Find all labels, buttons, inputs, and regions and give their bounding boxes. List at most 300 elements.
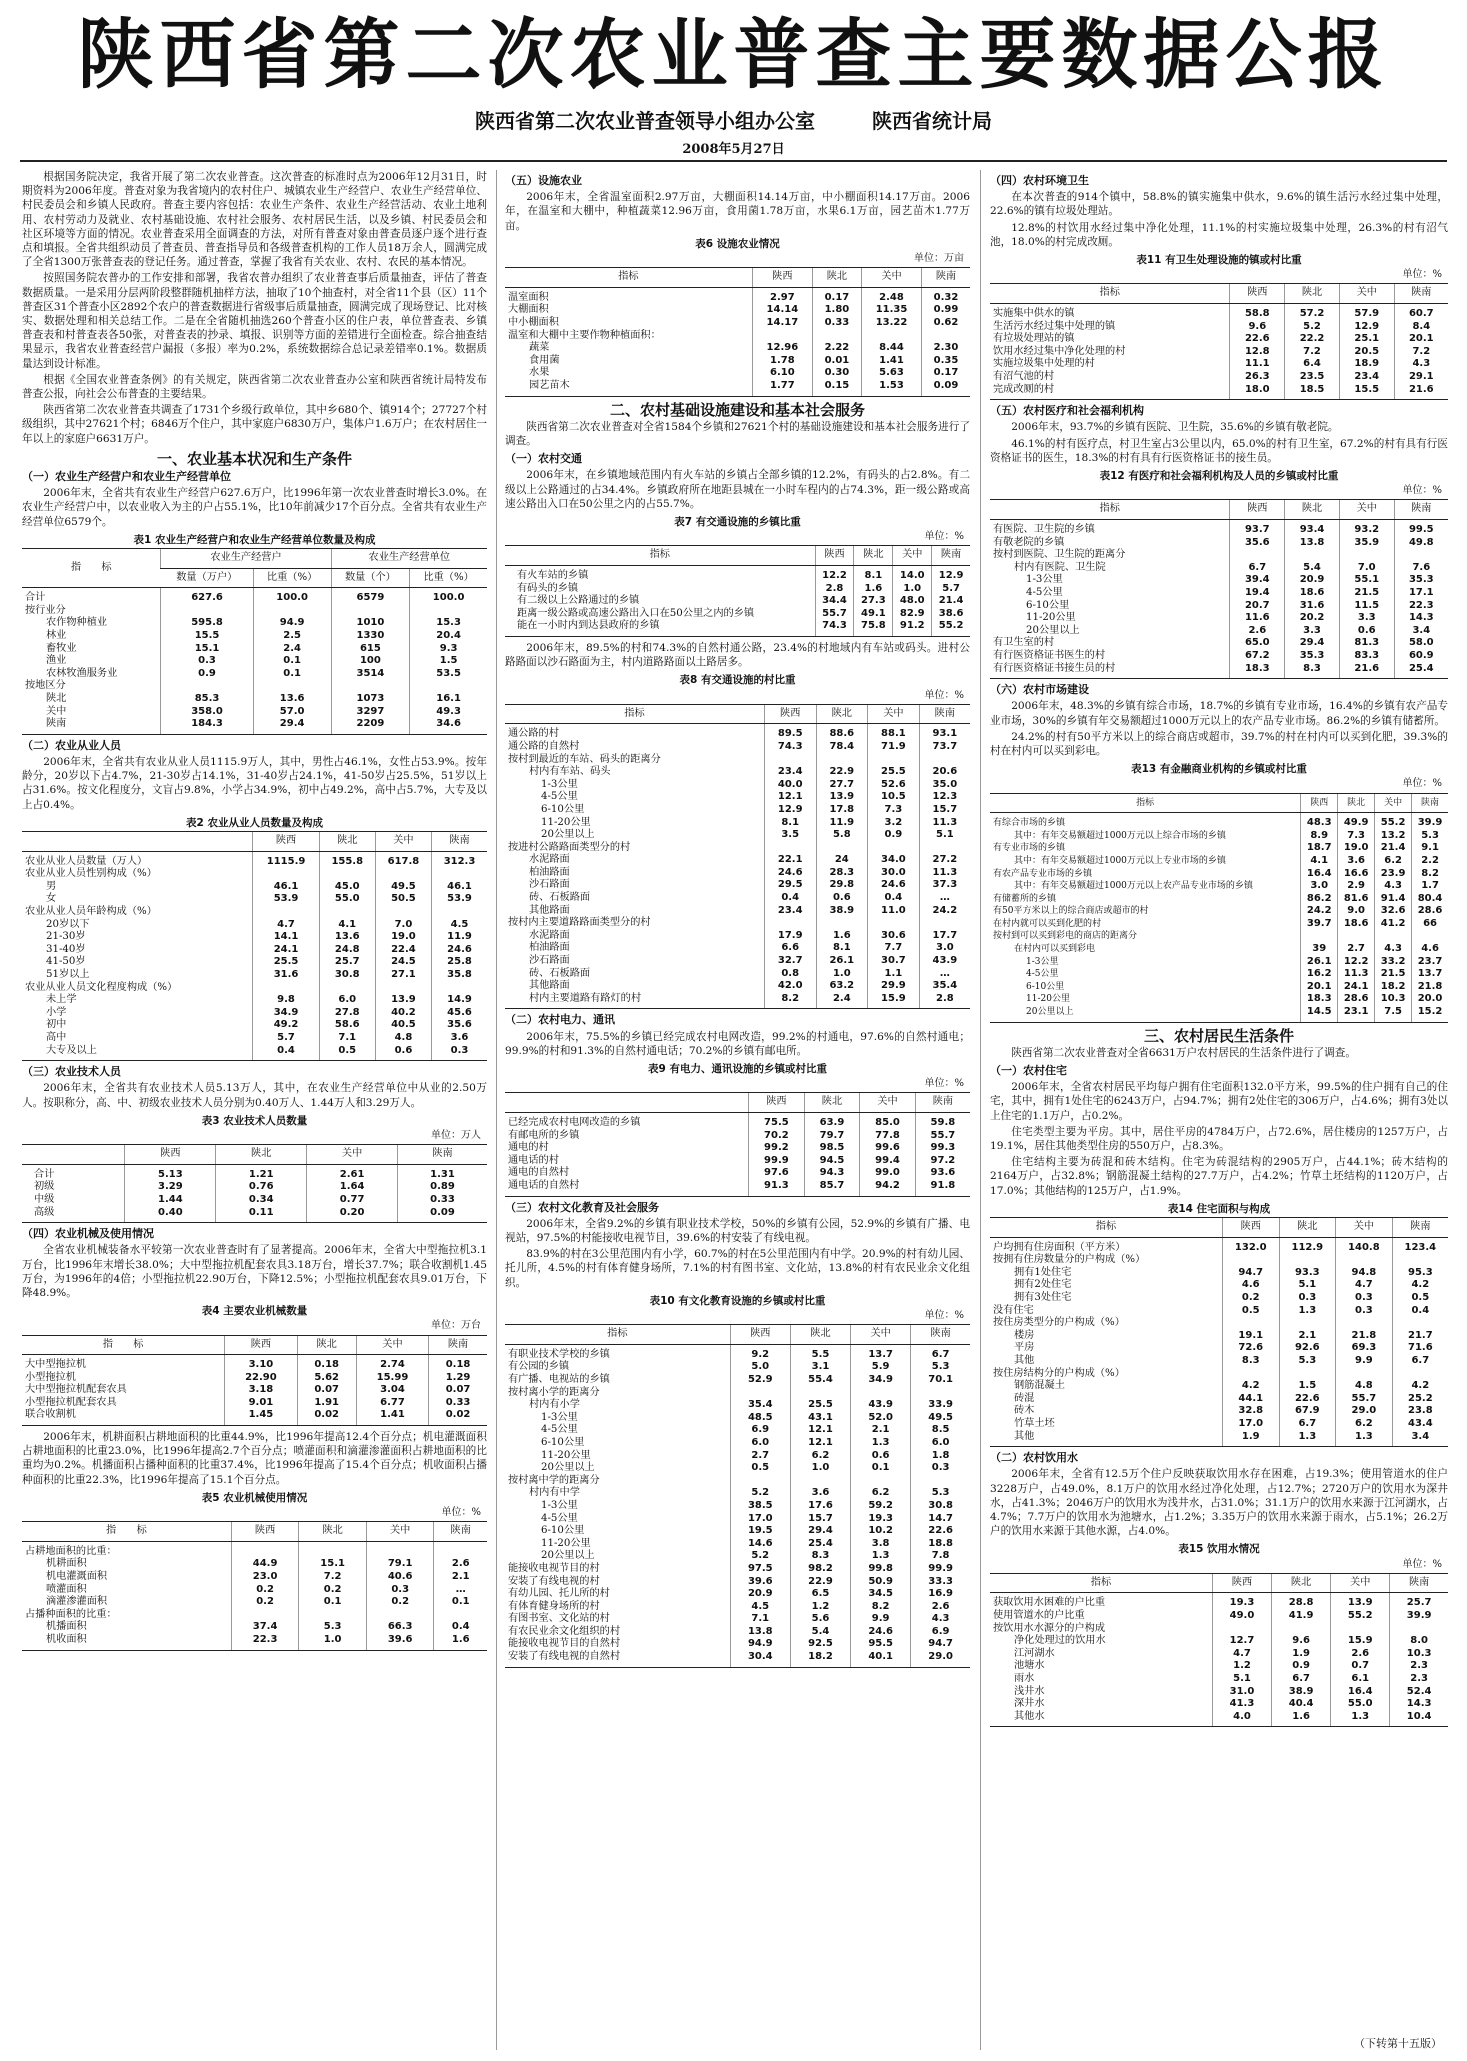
table-cell: 52.4	[1390, 1686, 1448, 1699]
table-row	[505, 1167, 970, 1180]
table-header: 关中	[851, 1325, 911, 1345]
table-cell: 30.6	[868, 930, 920, 943]
row-label: 机播面积	[46, 1621, 87, 1633]
row-label: 1-3公里	[541, 778, 578, 790]
row-label: 生活污水经过集中处理的镇	[993, 320, 1116, 332]
row-label: 联合收割机	[22, 1409, 225, 1425]
table-row	[505, 1500, 970, 1513]
table-row	[990, 1698, 1448, 1711]
table-cell: 35.6	[1230, 537, 1285, 550]
table-cell: 39.7	[1301, 918, 1338, 931]
table-row	[505, 317, 970, 330]
paragraph: 2006年末，75.5%的乡镇已经完成农村电网改造，99.2%的村通电，97.6%的自然村通电；99.9%的村和91.3%的自然村通电话；70.2%的乡镇有邮电所。	[505, 1030, 970, 1057]
table-cell: 52.0	[851, 1412, 911, 1425]
table-cell: 74.3	[764, 741, 816, 754]
row-label: 合计	[34, 1168, 55, 1180]
table-cell: 18.8	[911, 1538, 970, 1551]
table-cell: 15.3	[410, 617, 487, 630]
table-cell: 16.6	[1338, 868, 1375, 881]
page-title: 陕西省第二次农业普查主要数据公报	[77, 10, 1390, 99]
row-label: 通公路的自然村	[508, 740, 580, 752]
row-label: 有垃圾处理站的镇	[993, 333, 1075, 345]
table-header	[22, 832, 253, 852]
section-heading: 二、农村基础设施建设和基本社会服务	[609, 400, 865, 419]
table-cell: 21.5	[1375, 968, 1412, 981]
table-cell: 15.2	[1412, 1006, 1448, 1022]
table-cell: 70.2	[749, 1130, 805, 1143]
table-header: 陕西	[764, 704, 816, 724]
table-cell	[919, 754, 970, 767]
table-cell	[919, 842, 970, 855]
table-15	[990, 1573, 1448, 1728]
row-label: 其中：有年交易额超过1000万元以上综合市场的乡镇	[1014, 830, 1226, 841]
table-cell: 30.7	[868, 955, 920, 968]
subsection-heading: （二）农业从业人员	[22, 738, 121, 752]
row-label: 20公里以上	[990, 1006, 1301, 1022]
table-row	[22, 1558, 487, 1571]
table-cell: 0.9	[161, 668, 253, 681]
table-cell: 0.1	[434, 1596, 487, 1609]
table-cell: 29.4	[253, 718, 331, 734]
table-cell	[331, 605, 410, 618]
table-cell	[366, 1609, 434, 1622]
table-row	[990, 1279, 1448, 1292]
row-label: 6-10公里	[1026, 599, 1070, 611]
table-row	[990, 893, 1448, 906]
row-label: 合计	[25, 592, 46, 604]
table-unit: 单位：%	[924, 1078, 964, 1090]
table-cell: 1.1	[868, 968, 920, 981]
table-row	[990, 1418, 1448, 1431]
row-label: 温室面积	[508, 291, 549, 303]
publish-date: 2008年5月27日	[682, 142, 785, 157]
table-row	[505, 287, 970, 304]
table-cell: 99.0	[860, 1167, 916, 1180]
table-cell: 29.5	[764, 879, 816, 892]
table-cell: 16.9	[911, 1588, 970, 1601]
table-header: 关中	[307, 1145, 398, 1165]
table-2	[22, 831, 487, 1061]
table-row	[990, 1393, 1448, 1406]
row-label: 村内主要道路有路灯的村	[505, 993, 764, 1009]
table-cell: 25.2	[1392, 1393, 1448, 1406]
table-cell	[1375, 930, 1412, 943]
table-cell: 27.1	[375, 969, 431, 982]
table-cell: 49.3	[410, 706, 487, 719]
table-cell: 4.7	[1212, 1648, 1271, 1661]
paragraph: 陕西省第二次农业普查对全省6631万户农村居民的生活条件进行了调查。	[1011, 1046, 1356, 1059]
table-cell: 34.0	[868, 854, 920, 867]
table-cell: 91.4	[1375, 893, 1412, 906]
table-cell: 50.5	[375, 893, 431, 906]
row-label: 陕北	[46, 693, 67, 705]
table-cell: 9.9	[851, 1613, 911, 1626]
table-cell	[868, 842, 920, 855]
table-cell: 1.3	[1279, 1305, 1336, 1318]
row-label: 4-5公里	[541, 1424, 578, 1436]
table-row	[505, 993, 970, 1009]
table-cell: 1.0	[299, 1634, 367, 1650]
table-cell: 14.17	[752, 317, 812, 330]
paragraph: 住宅类型主要为平房。其中，居住平房的4784万户，占72.6%，居住楼房的1257万户，占19.1%，居住其他类型住房的550万户，占8.3%。	[990, 1125, 1448, 1153]
table-cell: 4.3	[1375, 943, 1412, 956]
table-row	[505, 1399, 970, 1412]
table-cell: 2.8	[919, 993, 970, 1009]
paragraph: 2006年末，在乡镇地域范围内有火车站的乡镇占全部乡镇的12.2%，有码头的占2.8%。有二级以上公路通过的占34.4%。乡镇政府所在地距县城在一小时车程内的占74.3%，距一级公路或高速公路出入口在50公里之内的占55.7%。	[505, 469, 970, 510]
table-row	[505, 980, 970, 993]
table-header: 陕北	[804, 1093, 860, 1113]
row-label: 11-20公里	[541, 1537, 591, 1549]
table-header	[505, 1093, 749, 1113]
table-cell: 6.9	[730, 1424, 790, 1437]
table-header: 关中	[1336, 1218, 1393, 1238]
table-unit: 单位：%	[1402, 778, 1442, 790]
row-label: 通电话的村	[508, 1154, 559, 1166]
table-cell: 0.1	[299, 1596, 367, 1609]
row-label: 按拥有住房数量分的户构成（%）	[993, 1254, 1146, 1266]
table-cell: 6.7	[911, 1344, 970, 1361]
table-cell: 0.1	[253, 668, 331, 681]
table-cell: 41.3	[1212, 1698, 1271, 1711]
table-11	[990, 283, 1448, 400]
table-cell: 0.6	[816, 892, 868, 905]
row-label: 女	[46, 893, 57, 905]
table-cell	[375, 868, 431, 881]
table-row	[990, 549, 1448, 562]
table-row	[505, 330, 970, 343]
table-header: 关中	[1339, 284, 1394, 304]
table-cell: 89.5	[764, 724, 816, 741]
table-cell: 8.2	[1412, 868, 1448, 881]
table-row	[505, 724, 970, 741]
table-12	[990, 499, 1448, 679]
table-cell: 39.6	[730, 1576, 790, 1589]
row-label: 有卫生室的村	[993, 637, 1055, 649]
row-label: 占播种面积的比重：	[25, 1608, 117, 1620]
table-7	[505, 545, 970, 637]
table-cell: 11.5	[1339, 600, 1394, 613]
table-header: 数量（万户）	[161, 568, 253, 588]
table-cell: 91.2	[893, 620, 932, 636]
table-cell: 55.1	[1339, 574, 1394, 587]
table-cell: 1.9	[1272, 1648, 1331, 1661]
table-cell: 25.5	[790, 1399, 850, 1412]
table-cell: 2.2	[1412, 855, 1448, 868]
table-row	[990, 625, 1448, 638]
table-header: 陕南	[932, 546, 970, 566]
table-header: 陕北	[1338, 793, 1375, 813]
row-label: 有综合市场的乡镇	[993, 818, 1066, 829]
table-cell: 19.3	[851, 1513, 911, 1526]
paragraph: 2006年末，93.7%的乡镇有医院、卫生院，35.6%的乡镇有敬老院。	[1011, 421, 1339, 434]
table-cell: 1.77	[752, 380, 812, 396]
row-label: 大中型拖拉机配套农具	[25, 1384, 127, 1396]
table-cell: 97.6	[749, 1167, 805, 1180]
row-label: 大中型拖拉机	[25, 1359, 87, 1371]
table-cell: 6.6	[764, 942, 816, 955]
table-row	[22, 1045, 487, 1061]
row-label: 机耕面积	[46, 1558, 87, 1570]
table-cell: 18.6	[1285, 587, 1340, 600]
table-row	[990, 384, 1448, 400]
table-cell	[299, 1541, 367, 1558]
row-label: 11-20公里	[1026, 612, 1076, 624]
table-cell: 0.09	[922, 380, 970, 396]
table-row	[990, 1380, 1448, 1393]
table-cell	[1222, 1254, 1279, 1267]
row-label: 4-5公里	[1026, 586, 1063, 598]
paragraph: 2006年末，全省温室面积2.97万亩，大棚面积14.14万亩，中小棚面积14.17万亩。2006年，在温室和大棚中，种植蔬菜12.96万亩，食用菌1.78万亩，水果6.1万亩，园艺苗木1.77万亩。	[505, 191, 970, 232]
table-caption: 表4 主要农业机械数量	[201, 1305, 308, 1318]
table-cell: 28.8	[1272, 1593, 1331, 1610]
table-cell: 93.7	[1230, 519, 1285, 536]
table-row	[22, 706, 487, 719]
row-label: 机电灌溉面积	[46, 1571, 108, 1583]
table-cell: 82.9	[893, 608, 932, 621]
table-header: 指 标	[22, 1522, 231, 1542]
table-header: 指 标	[22, 1335, 225, 1355]
table-cell: 6.1	[1331, 1673, 1390, 1686]
table-cell: 11.1	[1230, 358, 1285, 371]
row-label: 小型拖拉机配套农具	[25, 1396, 117, 1408]
row-label: 有邮电所的乡镇	[508, 1129, 580, 1141]
table-row	[990, 587, 1448, 600]
table-row	[990, 855, 1448, 868]
table-row	[990, 1673, 1448, 1686]
table-cell: 43.9	[851, 1399, 911, 1412]
table-cell: 18.5	[1285, 384, 1340, 400]
table-cell: 92.5	[790, 1638, 850, 1651]
table-caption: 表9 有电力、通讯设施的乡镇或村比重	[648, 1063, 827, 1076]
table-cell: 38.9	[1272, 1686, 1331, 1699]
table-cell: 7.0	[375, 919, 431, 932]
table-row	[990, 663, 1448, 679]
table-row	[990, 637, 1448, 650]
table-cell: 9.1	[1412, 842, 1448, 855]
table-caption: 表10 有文化教育设施的乡镇或村比重	[649, 1294, 826, 1307]
table-cell: 59.2	[851, 1500, 911, 1513]
table-cell	[1392, 1368, 1448, 1381]
table-cell: 100.0	[410, 588, 487, 605]
table-cell: 12.3	[919, 791, 970, 804]
table-cell: 28.3	[816, 867, 868, 880]
row-label: 水泥路面	[529, 854, 570, 866]
table-cell: 40.1	[851, 1651, 911, 1667]
table-cell: 25.4	[1394, 663, 1448, 679]
table-cell: 615	[331, 643, 410, 656]
table-cell: 65.0	[1230, 637, 1285, 650]
table-row	[990, 1267, 1448, 1280]
table-caption: 表6 设施农业情况	[695, 237, 780, 250]
table-cell: 57.2	[1285, 304, 1340, 321]
table-cell: 0.15	[812, 380, 861, 396]
table-row	[505, 1374, 970, 1387]
table-cell: 6.7	[1392, 1355, 1448, 1368]
subsection-heading: （五）设施农业	[505, 174, 582, 187]
table-cell: 20.9	[730, 1588, 790, 1601]
table-row	[990, 1711, 1448, 1727]
table-cell: 2.7	[730, 1450, 790, 1463]
table-cell: 4.8	[375, 1032, 431, 1045]
table-cell: 20.4	[410, 630, 487, 643]
table-row	[505, 779, 970, 792]
table-cell: 13.22	[862, 317, 922, 330]
table-cell	[1279, 1254, 1336, 1267]
table-cell: 1.9	[1222, 1431, 1279, 1447]
table-cell	[1390, 1623, 1448, 1636]
table-cell: 77.8	[860, 1130, 916, 1143]
table-row	[990, 930, 1448, 943]
table-cell: 0.76	[216, 1181, 307, 1194]
table-header: 陕西	[730, 1325, 790, 1345]
row-label: 按村离小学的距离分	[508, 1386, 600, 1398]
table-header: 关中	[1331, 1573, 1390, 1593]
row-label: 初中	[46, 1019, 67, 1031]
table-row	[505, 1344, 970, 1361]
paragraph: 2006年末，全省有12.5万个住户反映获取饮用水存在困难，占19.3%；使用管道水的住户3228万户，占49.0%，8.1万户的饮用水经过净化处理，占12.7%；2720万户的饮用水为深井水，占41.3%；2046万户的饮用水为浅井水，占31.0%；31.1万户的饮用水来源于江河湖水，占4.7%；7.7万户的饮用水为池塘水，占1.2%；3.35万户的饮用水来源于雨水，占5.1%；26.2万户的饮用水来源于其他水源，占4.0%。	[990, 1468, 1448, 1538]
row-label: 初级	[34, 1181, 55, 1193]
table-cell: 1.44	[125, 1194, 216, 1207]
table-cell: 19.4	[1230, 587, 1285, 600]
table-row	[505, 1142, 970, 1155]
table-cell: 19.0	[375, 931, 431, 944]
table-row	[22, 1207, 487, 1223]
table-row	[22, 851, 487, 868]
table-cell: 19.5	[730, 1525, 790, 1538]
table-row	[22, 1355, 487, 1372]
table-row	[990, 346, 1448, 359]
table-cell: 4.3	[911, 1613, 970, 1626]
table-cell: 2.74	[356, 1355, 428, 1372]
subsection-heading: （三）农业技术人员	[22, 1065, 121, 1079]
table-cell: 0.33	[812, 317, 861, 330]
table-cell	[434, 1609, 487, 1622]
table-8	[505, 704, 970, 1010]
table-cell: 57.9	[1339, 304, 1394, 321]
table-cell: 4.7	[1336, 1279, 1393, 1292]
table-row	[22, 944, 487, 957]
table-cell: 4.7	[253, 919, 319, 932]
row-label: 村内有医院、卫生院	[1014, 561, 1106, 573]
table-cell	[1230, 549, 1285, 562]
table-cell	[253, 680, 331, 693]
table-row	[990, 304, 1448, 321]
table-cell: 3.2	[868, 817, 920, 830]
table-cell: 0.20	[307, 1207, 398, 1223]
row-label: 有码头的乡镇	[517, 582, 579, 594]
row-label: 有二级以上公路通过的乡镇	[517, 595, 640, 607]
table-cell: 24.5	[375, 956, 431, 969]
table-cell: 0.77	[307, 1194, 398, 1207]
table-cell: 27.2	[919, 854, 970, 867]
table-cell: 13.2	[1375, 830, 1412, 843]
table-cell: 1.45	[225, 1409, 297, 1425]
table-cell: 6.0	[911, 1437, 970, 1450]
table-cell: 5.8	[816, 829, 868, 842]
issuer-bureau: 陕西省统计局	[871, 109, 992, 133]
table-row	[505, 842, 970, 855]
row-label: 关中	[46, 705, 67, 717]
row-label: 20公里以上	[541, 1550, 595, 1562]
row-label: 沙石路面	[529, 955, 570, 967]
table-cell: 15.9	[868, 993, 920, 1009]
table-cell: 18.2	[1375, 981, 1412, 994]
table-cell: 26.3	[1230, 371, 1285, 384]
table-cell: 93.4	[1285, 519, 1340, 536]
subsection-heading: （四）农业机械及使用情况	[22, 1227, 154, 1241]
table-cell: 55.2	[1375, 813, 1412, 830]
row-label: 拥有2处住宅	[1014, 1279, 1072, 1291]
table-1	[22, 548, 487, 735]
table-header: 陕西	[253, 832, 319, 852]
table-cell: 17.1	[1394, 587, 1448, 600]
table-cell: 14.3	[1394, 612, 1448, 625]
table-row	[22, 630, 487, 643]
table-row	[505, 1462, 970, 1475]
table-cell: 5.3	[911, 1361, 970, 1374]
table-cell: 60.7	[1394, 304, 1448, 321]
table-cell: 4.1	[1301, 855, 1338, 868]
table-cell	[816, 917, 868, 930]
table-cell: 184.3	[161, 718, 253, 734]
table-header: 陕北	[1279, 1218, 1336, 1238]
table-cell: 0.4	[868, 892, 920, 905]
table-cell	[231, 1609, 299, 1622]
table-cell: 42.0	[764, 980, 816, 993]
table-row	[22, 1384, 487, 1397]
table-cell: 3.5	[764, 829, 816, 842]
table-cell: 63.9	[804, 1113, 860, 1130]
table-cell: 46.1	[253, 881, 319, 894]
table-row	[505, 565, 970, 582]
table-cell: 41.2	[1375, 918, 1412, 931]
row-label: 村内有小学	[529, 1399, 580, 1411]
table-row	[990, 321, 1448, 334]
table-header: 陕西	[125, 1145, 216, 1165]
table-cell	[816, 842, 868, 855]
table-cell: 48.0	[893, 595, 932, 608]
table-row	[990, 1635, 1448, 1648]
table-cell: 79.1	[366, 1558, 434, 1571]
row-label: 农业从业人员年龄构成（%）	[25, 905, 157, 917]
row-label: 1-3公里	[1026, 956, 1059, 967]
table-cell: 49.5	[375, 881, 431, 894]
table-cell: 20.1	[1301, 981, 1338, 994]
table-cell: 34.5	[851, 1588, 911, 1601]
row-label: 6-10公里	[1026, 981, 1065, 992]
table-cell: 81.3	[1339, 637, 1394, 650]
table-cell: 28.6	[1338, 993, 1375, 1006]
table-cell: 85.3	[161, 693, 253, 706]
table-cell: 8.3	[1285, 663, 1340, 679]
table-cell: 6.7	[1279, 1418, 1336, 1431]
table-cell: 17.8	[816, 804, 868, 817]
table-cell: 20.0	[1412, 993, 1448, 1006]
table-cell: 30.0	[868, 867, 920, 880]
row-label: 砖木	[1014, 1405, 1035, 1417]
table-row	[505, 754, 970, 767]
table-row	[505, 1601, 970, 1614]
row-label: 按村到可以买到彩电的商店的距离分	[993, 931, 1138, 942]
table-row	[990, 993, 1448, 1006]
table-cell: 55.2	[932, 620, 970, 636]
table-cell: 85.7	[804, 1180, 860, 1196]
table-cell: 16.4	[1301, 868, 1338, 881]
table-cell	[1279, 1368, 1336, 1381]
table-cell: 49.2	[253, 1019, 319, 1032]
table-cell: 55.2	[1331, 1610, 1390, 1623]
table-cell: 91.8	[915, 1180, 970, 1196]
